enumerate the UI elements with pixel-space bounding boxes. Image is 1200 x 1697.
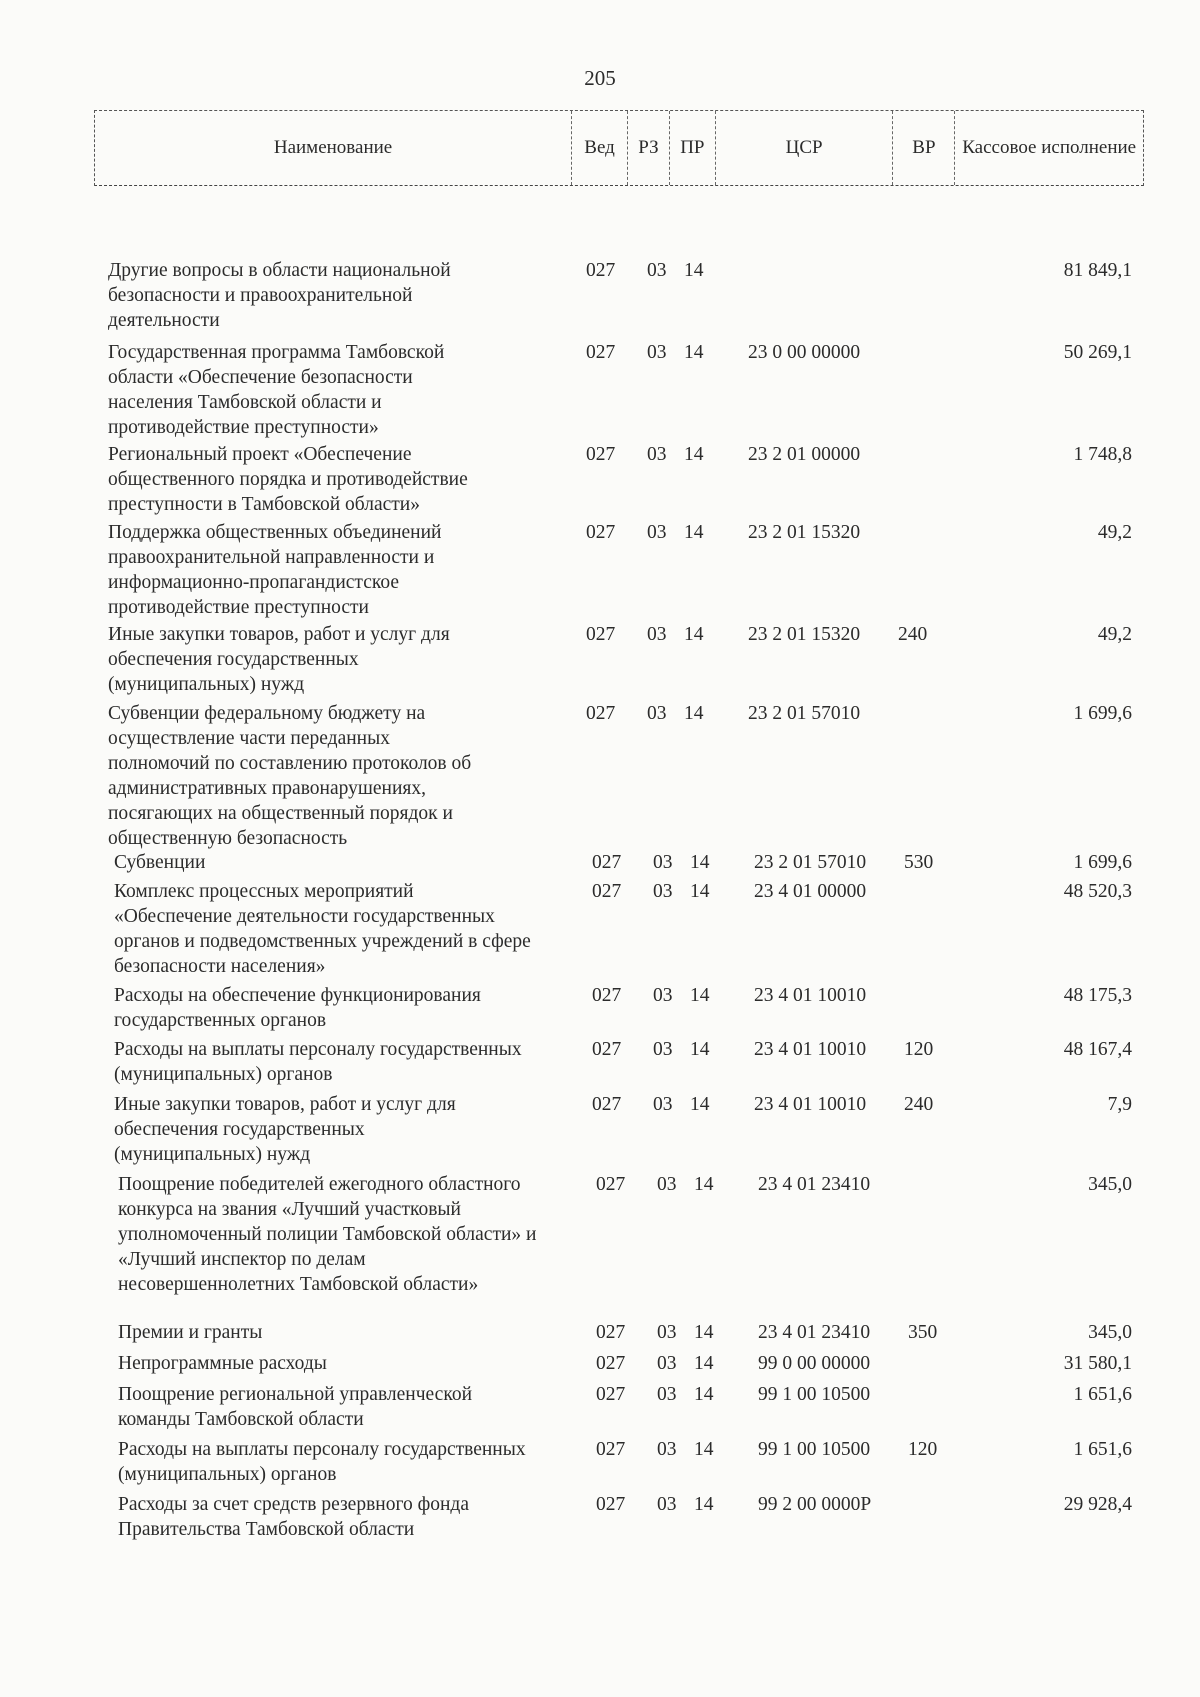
row-ved: 027 — [596, 1384, 626, 1405]
row-sum: 49,2 — [1097, 624, 1132, 645]
header-name: Наименование — [95, 111, 572, 185]
row-rz: 03 — [657, 1353, 677, 1374]
row-sum: 48 520,3 — [1063, 881, 1132, 902]
row-vr: 240 — [904, 1094, 934, 1115]
row-rz: 03 — [657, 1494, 677, 1515]
row-sum: 29 928,4 — [1063, 1494, 1132, 1515]
row-csr: 99 1 00 10500 — [758, 1439, 871, 1460]
row-rz: 03 — [653, 1094, 673, 1115]
row-name: Субвенции — [114, 852, 206, 873]
header-pr: ПР — [670, 111, 716, 185]
row-sum: 50 269,1 — [1063, 342, 1132, 363]
row-name: Поощрение региональной управленческой команды Тамбовской области — [118, 1384, 473, 1430]
row-csr: 23 4 01 23410 — [758, 1174, 871, 1195]
row-pr: 14 — [694, 1322, 714, 1343]
row-name: Расходы на обеспечение функционирования государственных органов — [114, 985, 481, 1031]
row-ved: 027 — [592, 1039, 622, 1060]
row-pr: 14 — [694, 1384, 714, 1405]
row-pr: 14 — [690, 1094, 710, 1115]
row-sum: 31 580,1 — [1063, 1353, 1132, 1374]
row-csr: 23 4 01 10010 — [754, 985, 867, 1006]
row-rz: 03 — [657, 1322, 677, 1343]
row-sum: 1 651,6 — [1073, 1439, 1132, 1460]
row-pr: 14 — [690, 852, 710, 873]
row-rz: 03 — [647, 342, 667, 363]
row-pr: 14 — [694, 1353, 714, 1374]
row-name: Региональный проект «Обеспечение общественного порядка и противодействие преступности в Тамбовской области» — [108, 444, 468, 515]
row-ved: 027 — [586, 624, 616, 645]
row-rz: 03 — [647, 260, 667, 281]
row-rz: 03 — [653, 881, 673, 902]
row-vr: 240 — [898, 624, 928, 645]
row-pr: 14 — [690, 985, 710, 1006]
row-csr: 99 0 00 00000 — [758, 1353, 871, 1374]
row-ved: 027 — [596, 1439, 626, 1460]
row-pr: 14 — [694, 1494, 714, 1515]
row-name: Иные закупки товаров, работ и услуг для обеспечения государственных (муниципальных) нужд — [108, 624, 450, 695]
row-rz: 03 — [653, 985, 673, 1006]
row-vr: 530 — [904, 852, 934, 873]
row-vr: 120 — [908, 1439, 938, 1460]
row-pr: 14 — [690, 881, 710, 902]
row-name: Расходы на выплаты персоналу государственных (муниципальных) органов — [118, 1439, 526, 1485]
row-sum: 81 849,1 — [1063, 260, 1132, 281]
row-sum: 7,9 — [1107, 1094, 1132, 1115]
row-pr: 14 — [690, 1039, 710, 1060]
row-pr: 14 — [684, 444, 704, 465]
row-rz: 03 — [653, 852, 673, 873]
header-rz: РЗ — [628, 111, 670, 185]
row-rz: 03 — [657, 1384, 677, 1405]
row-ved: 027 — [586, 342, 616, 363]
row-ved: 027 — [586, 260, 616, 281]
budget-table — [94, 110, 1144, 1540]
page-number: 205 — [584, 66, 616, 90]
row-name: Комплекс процессных мероприятий «Обеспечение деятельности государственных органов и подведомственных учреждений в сфере безопасности населения» — [114, 881, 531, 977]
header-vr: ВР — [893, 111, 955, 185]
row-csr: 99 2 00 0000Р — [758, 1494, 872, 1515]
row-name: Другие вопросы в области национальной безопасности и правоохранительной деятельности — [108, 260, 451, 331]
row-ved: 027 — [592, 881, 622, 902]
row-csr: 23 0 00 00000 — [748, 342, 861, 363]
row-rz: 03 — [657, 1174, 677, 1195]
row-csr: 23 2 01 57010 — [754, 852, 867, 873]
row-sum: 48 175,3 — [1063, 985, 1132, 1006]
row-csr: 23 2 01 57010 — [748, 703, 861, 724]
row-rz: 03 — [647, 703, 667, 724]
row-name: Непрограммные расходы — [118, 1353, 327, 1374]
row-ved: 027 — [596, 1174, 626, 1195]
row-name: Расходы за счет средств резервного фонда Правительства Тамбовской области — [118, 1494, 470, 1540]
row-sum: 1 699,6 — [1073, 852, 1132, 873]
row-ved: 027 — [592, 985, 622, 1006]
row-sum: 1 651,6 — [1073, 1384, 1132, 1405]
row-ved: 027 — [596, 1353, 626, 1374]
row-name: Государственная программа Тамбовской области «Обеспечение безопасности населения Тамбовской области и противодействие преступности» — [108, 342, 445, 438]
row-ved: 027 — [586, 522, 616, 543]
row-ved: 027 — [586, 703, 616, 724]
row-sum: 345,0 — [1088, 1174, 1132, 1195]
row-name: Поддержка общественных объединений правоохранительной направленности и информационно-пропагандистское противодействие преступности — [108, 522, 442, 618]
row-csr: 23 2 01 15320 — [748, 522, 861, 543]
row-name: Расходы на выплаты персоналу государственных (муниципальных) органов — [114, 1039, 522, 1085]
row-sum: 1 748,8 — [1073, 444, 1132, 465]
row-csr: 23 2 01 00000 — [748, 444, 861, 465]
row-ved: 027 — [592, 1094, 622, 1115]
row-ved: 027 — [596, 1494, 626, 1515]
row-pr: 14 — [684, 703, 704, 724]
table-header — [94, 110, 1144, 186]
row-csr: 23 2 01 15320 — [748, 624, 861, 645]
row-rz: 03 — [647, 444, 667, 465]
row-rz: 03 — [653, 1039, 673, 1060]
row-sum: 48 167,4 — [1063, 1039, 1132, 1060]
row-rz: 03 — [647, 624, 667, 645]
row-pr: 14 — [684, 624, 704, 645]
row-ved: 027 — [592, 852, 622, 873]
row-name: Иные закупки товаров, работ и услуг для обеспечения государственных (муниципальных) нужд — [114, 1094, 456, 1165]
row-pr: 14 — [684, 342, 704, 363]
row-sum: 49,2 — [1097, 522, 1132, 543]
row-rz: 03 — [657, 1439, 677, 1460]
row-name: Премии и гранты — [118, 1322, 263, 1343]
row-name: Поощрение победителей ежегодного областного конкурса на звания «Лучший участковый уполномоченный полиции Тамбовской области» и «Лучший инспектор по делам несовершеннолетних Тамбовской области» — [118, 1174, 537, 1295]
row-csr: 23 4 01 10010 — [754, 1039, 867, 1060]
row-ved: 027 — [596, 1322, 626, 1343]
row-csr: 99 1 00 10500 — [758, 1384, 871, 1405]
row-pr: 14 — [694, 1439, 714, 1460]
header-sum: Кассовое исполнение — [962, 137, 1137, 159]
header-csr: ЦСР — [716, 111, 894, 185]
row-vr: 350 — [908, 1322, 938, 1343]
row-name: Субвенции федеральному бюджету на осуществление части переданных полномочий по составлению протоколов об административных правонарушениях, посягающих на общественный порядок и общественную безопасность — [108, 703, 472, 849]
row-pr: 14 — [684, 522, 704, 543]
row-sum: 345,0 — [1088, 1322, 1132, 1343]
row-rz: 03 — [647, 522, 667, 543]
row-ved: 027 — [586, 444, 616, 465]
header-ved: Вед — [572, 111, 628, 185]
row-csr: 23 4 01 10010 — [754, 1094, 867, 1115]
row-csr: 23 4 01 00000 — [754, 881, 867, 902]
row-vr: 120 — [904, 1039, 934, 1060]
row-csr: 23 4 01 23410 — [758, 1322, 871, 1343]
row-sum: 1 699,6 — [1073, 703, 1132, 724]
row-pr: 14 — [684, 260, 704, 281]
row-pr: 14 — [694, 1174, 714, 1195]
